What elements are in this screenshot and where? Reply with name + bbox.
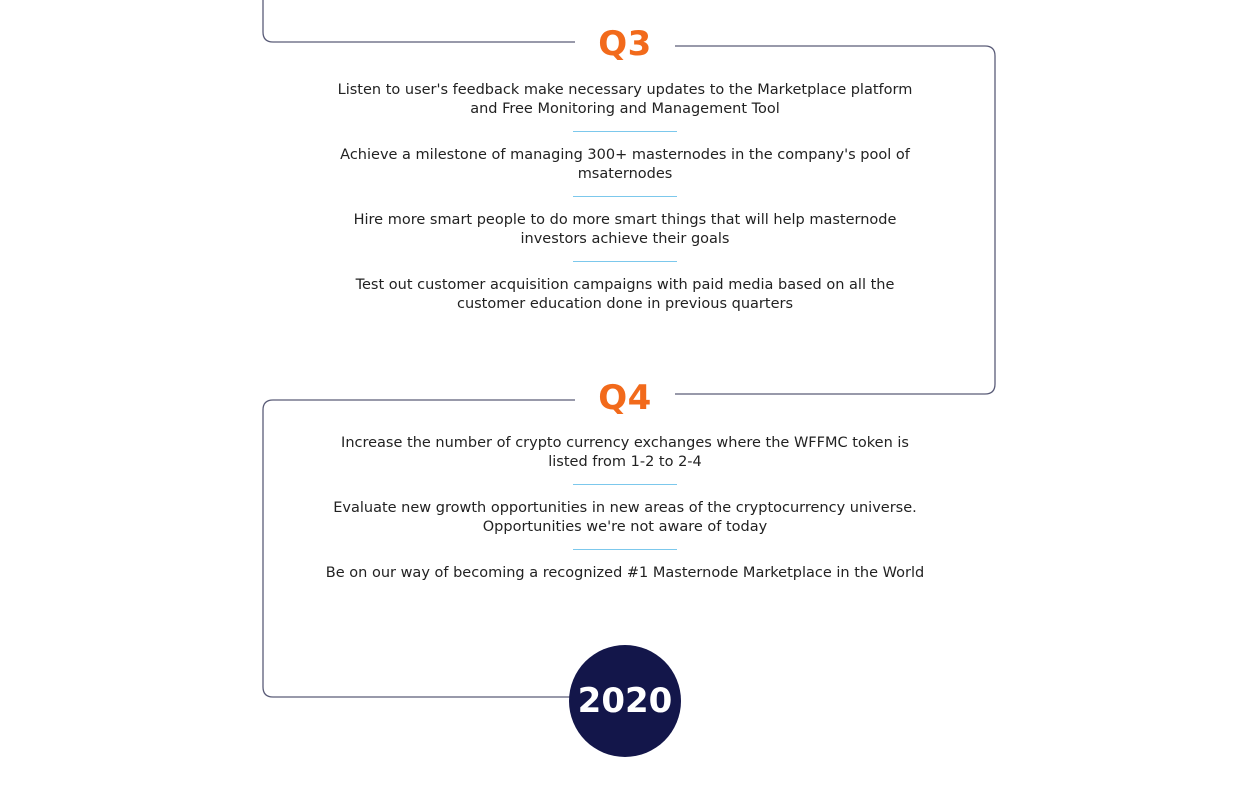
milestone-text: Hire more smart people to do more smart things that will help masternode investors achieve their goals bbox=[353, 212, 897, 247]
divider bbox=[573, 196, 677, 197]
divider bbox=[573, 549, 677, 550]
milestone-text: Listen to user's feedback make necessary updates to the Marketplace platform and Free Monitoring and Management Tool bbox=[337, 82, 913, 117]
q3-milestone-list bbox=[325, 81, 925, 313]
quarter-label-q3: Q3 bbox=[575, 24, 675, 64]
list-item bbox=[325, 211, 925, 262]
quarter-label-q4: Q4 bbox=[575, 378, 675, 418]
list-item bbox=[325, 81, 925, 132]
q4-milestone-list bbox=[325, 434, 925, 583]
divider bbox=[573, 484, 677, 485]
list-item bbox=[325, 564, 925, 583]
list-item bbox=[325, 146, 925, 197]
list-item bbox=[325, 276, 925, 313]
milestone-text: Evaluate new growth opportunities in new areas of the cryptocurrency universe. Opportunities we're not aware of today bbox=[333, 500, 917, 535]
list-item bbox=[325, 434, 925, 485]
divider bbox=[573, 261, 677, 262]
milestone-text: Increase the number of crypto currency exchanges where the WFFMC token is listed from 1-2 to 2-4 bbox=[341, 435, 909, 470]
divider bbox=[573, 131, 677, 132]
year-badge bbox=[569, 645, 681, 757]
list-item bbox=[325, 499, 925, 550]
milestone-text: Test out customer acquisition campaigns with paid media based on all the customer education done in previous quarters bbox=[355, 277, 895, 312]
year-label: 2020 bbox=[577, 681, 673, 721]
milestone-text: Achieve a milestone of managing 300+ masternodes in the company's pool of msaternodes bbox=[340, 147, 910, 182]
milestone-text: Be on our way of becoming a recognized #1 Masternode Marketplace in the World bbox=[325, 565, 925, 581]
